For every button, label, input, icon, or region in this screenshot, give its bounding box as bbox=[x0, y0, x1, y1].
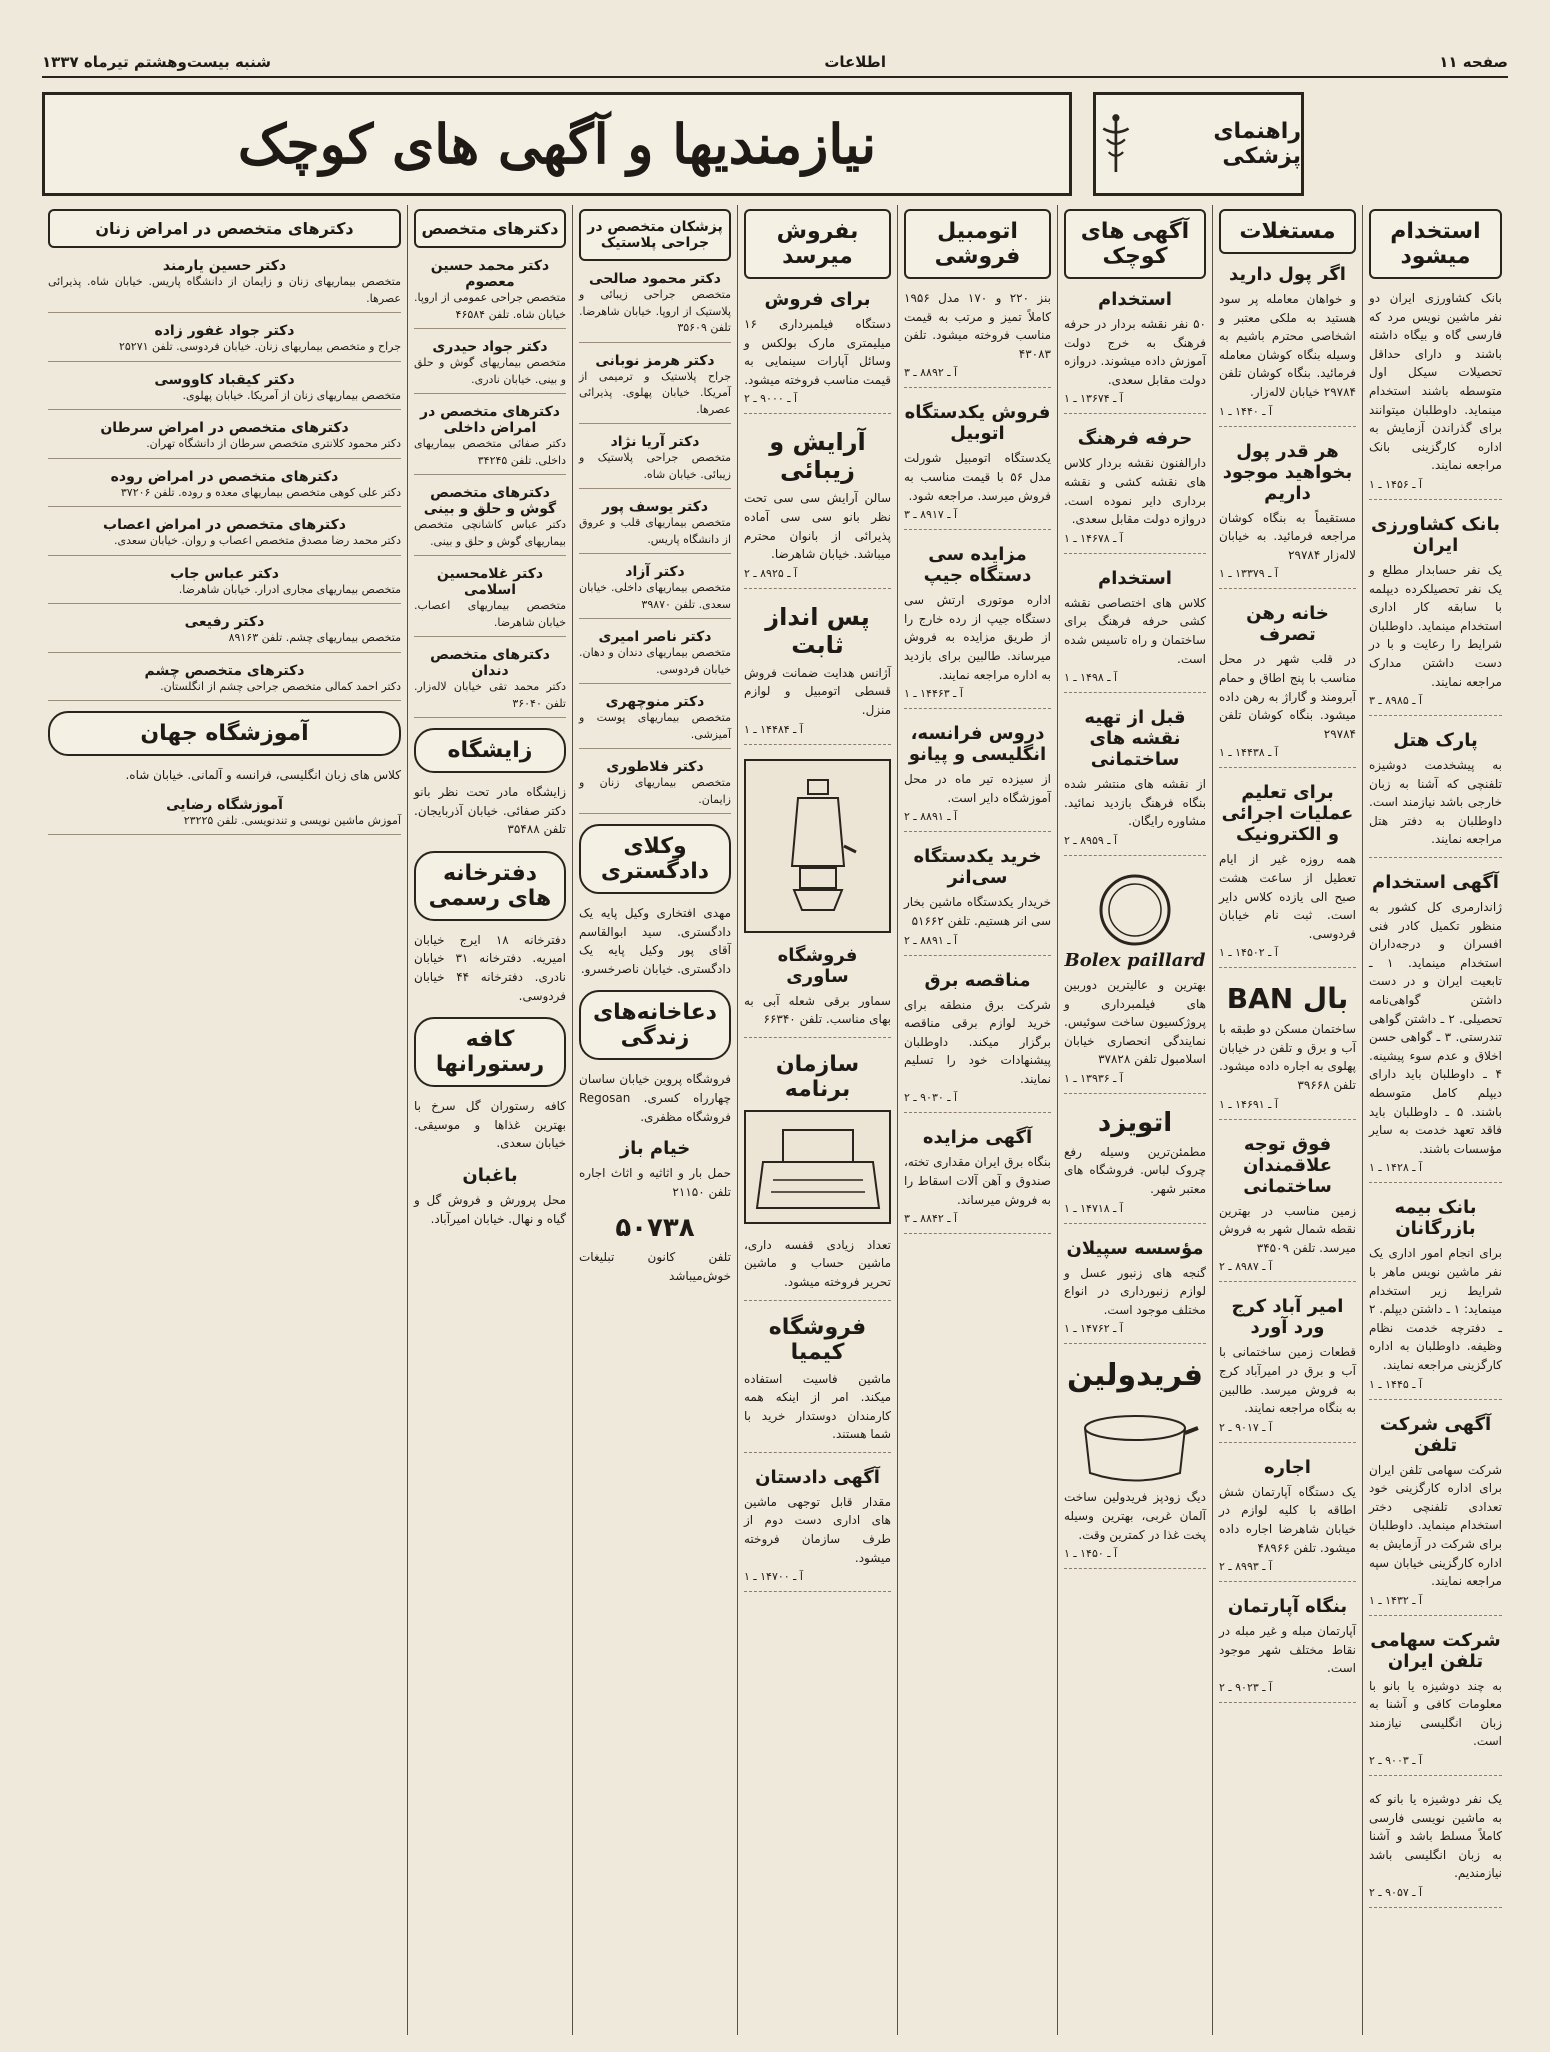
ad-title: آگهی شرکت تلفن bbox=[1379, 1413, 1492, 1456]
doctor-listing bbox=[48, 797, 401, 836]
ad-title: بانک بیمه بازرگانان bbox=[1394, 1197, 1477, 1240]
ad-item bbox=[904, 402, 1051, 530]
ad-code: آ ـ ۸۹۹۳ ـ ۲ bbox=[1219, 1560, 1273, 1574]
ad-body: دستگاه فیلمبرداری ۱۶ میلیمتری مارک بولکس و وسائل آپارات سینمایی به قیمت مناسب فروخته میشود. bbox=[744, 317, 891, 387]
ad-code: آ ـ ۸۹۸۵ ـ ۳ bbox=[1369, 694, 1423, 708]
ad-code: آ ـ ۱۴۷۶۲ ـ ۱ bbox=[1064, 1322, 1123, 1336]
doctor-listing bbox=[579, 499, 731, 554]
doctor-desc: دکتر محمد تقی خیابان لاله‌زار. تلفن ۳۶۰۴۰ bbox=[414, 680, 566, 710]
doctor-desc: متخصص بیماریهای زنان و زایمان. bbox=[579, 776, 731, 806]
ad-body: سماور برقی شعله آبی به بهای مناسب. تلفن ۶۶۳۴۰ bbox=[744, 993, 891, 1027]
ad-title: استخدام bbox=[1098, 289, 1172, 310]
ad-item bbox=[1369, 514, 1502, 716]
page-header bbox=[42, 48, 1508, 78]
ad-item bbox=[1064, 428, 1206, 553]
ad-body: خریدار یکدستگاه ماشین بخار سی انر هستیم. تلفن ۵۱۶۶۲ bbox=[904, 895, 1051, 928]
ad-title: امیر آباد کرج ورد آورد bbox=[1231, 1296, 1344, 1339]
ad-body: مطمئن‌ترین وسیله رفع چروک لباس. فروشگاه های معتبر شهر. bbox=[1064, 1144, 1206, 1197]
ad-body: بنگاه برق ایران مقداری تخته، صندوق و آهن آلات اسقاط را به فروش میرساند. bbox=[904, 1155, 1051, 1207]
section-header-restaurants: کافه رستورانها bbox=[414, 1017, 566, 1087]
doctor-name: دکترهای متخصص در امراض سرطان bbox=[100, 420, 349, 436]
doctor-name: دکتر یوسف پور bbox=[601, 499, 709, 515]
ad-item bbox=[744, 289, 891, 414]
doctor-name: دکتر آریا نژاد bbox=[610, 434, 700, 450]
ad-body: بهترین و عالیترین دوربین های فیلمبرداری و پروژکسیون ساخت سوئیس. نمایندگی انحصاری خیابان اسلامبول تلفن ۳۷۸۲۸ bbox=[1064, 977, 1206, 1067]
ad-item bbox=[1219, 1596, 1356, 1703]
category-header-employment: استخدام میشود bbox=[1369, 209, 1502, 279]
ad-code: آ ـ ۱۴۷۰۰ ـ ۱ bbox=[744, 1570, 803, 1584]
ad-code: آ ـ ۸۸۹۱ ـ ۲ bbox=[904, 810, 958, 824]
doctor-name: دکترهای متخصص چشم bbox=[144, 662, 305, 679]
ad-item bbox=[744, 759, 891, 1038]
classifieds-banner bbox=[42, 92, 1072, 196]
ad-body: همه روزه غیر از ایام تعطیل از ساعت هشت صبح الی یازده کلاس دایر است. ثبت نام خیابان فردوسی. bbox=[1219, 852, 1356, 941]
ad-code: آ ـ ۱۴۷۱۸ ـ ۱ bbox=[1064, 1201, 1123, 1215]
doctor-listing bbox=[579, 629, 731, 684]
ad-item bbox=[1219, 264, 1356, 427]
column-employment bbox=[1362, 205, 1508, 2035]
ad-title: فریدولین bbox=[1066, 1358, 1204, 1394]
medical-guide-title: راهنمای پزشکی bbox=[1213, 119, 1301, 169]
ad-body: یکدستگاه اتومبیل شورلت مدل ۵۶ با قیمت مناسب به فروش میرسد. مراجعه شود. bbox=[904, 451, 1051, 503]
ad-item bbox=[1369, 1790, 1502, 1908]
ad-item bbox=[904, 723, 1051, 832]
ad-body: مستقیماً به بنگاه کوشان مراجعه فرمائید. به خیابان لاله‌زار ۲۹۷۸۴ bbox=[1219, 510, 1356, 562]
ad-body: یک دستگاه آپارتمان شش اطاقه با کلیه لوازم در خیابان شاهرضا اجاره داده میشود. تلفن ۴۸۹۶۶ bbox=[1219, 1484, 1356, 1555]
ad-body: یک نفر دوشیزه یا بانو که به ماشین نویسی فارسی کاملاً مسلط باشد و آشنا به زبان انگلیسی باشد نیازمندیم. bbox=[1369, 1792, 1502, 1881]
category-header-specialists: دکترهای متخصص bbox=[414, 209, 566, 248]
category-header-plastic-surgeons: پزشکان متخصص در جراحی پلاستیک bbox=[579, 209, 731, 261]
column-specialist-doctors bbox=[407, 205, 572, 2035]
doctor-name: دکتر جواد غفور زاده bbox=[154, 323, 295, 339]
ad-item bbox=[744, 1052, 891, 1301]
ad-title: بال BAN bbox=[1226, 982, 1349, 1016]
doctor-desc: دکتر صفائی متخصص بیماریهای داخلی. تلفن ۳۴۲۴۵ bbox=[414, 437, 566, 467]
ad-title: سازمان برنامه bbox=[775, 1051, 860, 1102]
doctor-name: دکترهای متخصص گوش و حلق و بینی bbox=[423, 485, 557, 517]
ad-title: اتویزد bbox=[1097, 1107, 1173, 1138]
cash-register-icon bbox=[753, 1122, 883, 1212]
doctor-name: دکترهای متخصص در امراض داخلی bbox=[420, 404, 560, 436]
ad-code: آ ـ ۸۸۴۲ ـ ۳ bbox=[904, 1212, 958, 1226]
bolex-logo-icon bbox=[1095, 870, 1175, 950]
doctor-listing bbox=[414, 485, 566, 556]
ad-title: آرایش و زیبائی bbox=[769, 428, 866, 485]
cash-register-image bbox=[744, 1110, 891, 1224]
doctor-name: دکتر غلامحسین اسلامی bbox=[436, 566, 544, 598]
ad-code: آ ـ ۱۴۶۹۱ ـ ۱ bbox=[1219, 1097, 1278, 1111]
ad-title: آگهی استخدام bbox=[1372, 872, 1499, 894]
page-number: صفحه ۱۱ bbox=[1439, 53, 1508, 71]
ad-body: یک نفر حسابدار مطلع و یک نفر تحصیلکرده دیپلمه با سابقه کار اداری استخدام مینماید. داوطلبان شرایط را رعایت و با در دست داشتن مدارک مراجعه نمایند. bbox=[1369, 562, 1502, 689]
ad-item bbox=[1369, 1630, 1502, 1776]
ad-body: سالن آرایش سی سی تحت نظر بانو سی سی آماده پذیرائی از بانوان محترم میباشد. خیابان شاهرضا. bbox=[744, 491, 891, 562]
doctor-listing bbox=[414, 339, 566, 394]
doctor-desc: متخصص بیماریهای اعصاب. خیابان شاهرضا. bbox=[414, 599, 566, 629]
ad-title: آگهی مزایده bbox=[922, 1127, 1033, 1149]
ad-body: از سیزده تیر ماه در محل آموزشگاه دایر است. bbox=[904, 772, 1051, 805]
column-plastic-surgeons bbox=[572, 205, 737, 2035]
section-body: زایشگاه مادر تحت نظر بانو دکتر صفائی. خیابان آذربایجان. تلفن ۳۵۴۸۸ bbox=[414, 785, 566, 837]
doctor-listing bbox=[48, 614, 401, 653]
doctor-desc: دکتر محمود کلانتری متخصص سرطان از دانشگاه تهران. bbox=[146, 437, 401, 450]
ad-item bbox=[1369, 289, 1502, 500]
ad-item bbox=[1369, 1414, 1502, 1616]
ad-body: برای انجام امور اداری یک نفر ماشین نویس ماهر با شرایط زیر استخدام مینماید: ۱ ـ داشتن دیپلم. ۲ ـ دفترچه خدمت نظام وظیفه. داوطلبان به اداره کارگزینی مراجعه نمایند. bbox=[1368, 1246, 1502, 1372]
doctor-name: دکترهای متخصص در امراض روده bbox=[110, 468, 339, 485]
ad-title: برای تعلیم عملیات اجرائی و الکترونیک bbox=[1221, 782, 1354, 846]
doctor-desc: متخصص بیماریهای گوش و حلق و بینی. خیابان نادری. bbox=[414, 356, 566, 386]
ad-item bbox=[1064, 1358, 1206, 1569]
doctor-desc: متخصص بیماریهای مجاری ادرار. خیابان شاهرضا. bbox=[178, 582, 401, 596]
ad-item bbox=[1369, 1197, 1502, 1399]
ad-title: شرکت سهامی تلفن ایران bbox=[1370, 1629, 1501, 1672]
newspaper-name: اطلاعات bbox=[824, 53, 886, 71]
ad-title: پس انداز ثابت bbox=[765, 602, 870, 659]
doctor-name: دکتر عباس جاب bbox=[170, 565, 279, 582]
doctor-desc: متخصص جراحی زیبائی و پلاستیک از اروپا. خیابان شاهرضا. تلفن ۳۵۶۰۹ bbox=[579, 288, 731, 334]
ad-title: فروش یکدستگاه اتوبیل bbox=[904, 402, 1051, 445]
ad-code: آ ـ ۸۸۹۱ ـ ۲ bbox=[904, 933, 958, 947]
doctor-listing bbox=[579, 271, 731, 343]
doctor-name: دکتر آزاد bbox=[625, 564, 685, 580]
ad-code: آ ـ ۹۰۰۰ ـ ۲ bbox=[744, 392, 798, 406]
doctor-listing bbox=[48, 469, 401, 508]
ad-body: مقدار قابل توجهی ماشین های اداری دست دوم از طرف سازمان فروخته میشود. bbox=[744, 1494, 891, 1565]
ad-body: از نقشه های منتشر شده بنگاه فرهنگ بازدید نمائید. مشاوره رایگان. bbox=[1064, 777, 1206, 829]
ad-item bbox=[1369, 872, 1502, 1183]
category-header-real-estate: مستغلات bbox=[1219, 209, 1356, 254]
ad-body: آپارتمان مبله و غیر مبله در نقاط مختلف شهر موجود است. bbox=[1219, 1624, 1356, 1676]
doctor-listing bbox=[579, 353, 731, 425]
ad-title: فروشگاه کیمیا bbox=[768, 1314, 867, 1365]
doctor-desc: متخصص بیماریهای دندان و دهان. خیابان فردوسی. bbox=[579, 646, 731, 676]
ad-item bbox=[1219, 603, 1356, 768]
category-header-small-ads: آگهی های کوچک bbox=[1064, 209, 1206, 279]
section-header-notary: دفترخانه های رسمی bbox=[414, 851, 566, 921]
doctor-desc: جراح پلاستیک و ترمیمی از آمریکا. خیابان پهلوی. پذیرائی عصرها. bbox=[579, 369, 731, 416]
ad-item bbox=[1219, 782, 1356, 968]
ad-item bbox=[1219, 441, 1356, 590]
doctor-name: دکتر حسین یارمند bbox=[162, 258, 287, 274]
school-desc: کلاس های زبان انگلیسی، فرانسه و آلمانی. خیابان شاه. bbox=[125, 768, 401, 782]
doctor-listing bbox=[48, 566, 401, 605]
ad-item bbox=[1219, 1296, 1356, 1442]
ad-item bbox=[744, 1467, 891, 1592]
samovar-icon bbox=[778, 776, 858, 916]
doctor-name: دکتر ناصر امیری bbox=[598, 629, 712, 645]
doctor-listing bbox=[579, 759, 731, 814]
ad-title: مناقصه برق bbox=[924, 969, 1031, 991]
column-car-sales bbox=[897, 205, 1057, 2035]
section-header-lawyers: وکلای دادگستری bbox=[579, 824, 731, 894]
ad-body: زمین مناسب در بهترین نقطه شمال شهر به فروش میرسد. تلفن ۳۴۵۰۹ bbox=[1219, 1203, 1356, 1255]
section-body: حمل بار و اثاثیه و اثاث اجاره تلفن ۲۱۱۵۰ bbox=[579, 1166, 731, 1199]
doctor-desc: آموزش ماشین نویسی و تندنویسی. تلفن ۲۳۲۲۵ bbox=[183, 813, 401, 827]
ad-code: آ ـ ۹۰۲۳ ـ ۲ bbox=[1219, 1680, 1273, 1694]
doctor-desc: متخصص بیماریهای زنان از آمریکا. خیابان پهلوی. bbox=[182, 388, 401, 402]
doctor-name: دکتر فلاطوری bbox=[606, 759, 704, 775]
section-body: فروشگاه پروین خیابان ساسان چهارراه کسری. Regosan فروشگاه مظفری. bbox=[579, 1072, 731, 1124]
doctor-desc: متخصص بیماریهای پوست و آمیزشی. bbox=[579, 711, 731, 741]
doctor-listing bbox=[48, 517, 401, 556]
ad-body: ژاندارمری کل کشور به منظور تکمیل کادر فنی افسران و درجه‌داران استخدام مینماید. ۱ ـ تابعیت ایران و در دست داشتن گواهی‌نامه تحصیلی. ۲ ـ داشتن گواهی تندرستی. ۳ ـ گواهی حسن اخلاق و عدم سوء پیشینه. ۴ ـ داوطلبان باید دارای دیپلم کامل متوسطه باشند. ۵ ـ داوطلبان باید فاقد تعهد خدمت به سایر مؤسسات باشند. bbox=[1369, 900, 1502, 1156]
ad-title: خرید یکدستگاه سی‌انر bbox=[913, 846, 1042, 889]
doctor-desc: متخصص جراحی پلاستیک و زیبائی. خیابان شاه. bbox=[579, 451, 731, 481]
ad-item bbox=[1064, 289, 1206, 414]
doctor-listing bbox=[579, 694, 731, 749]
section-header-life-shops: دعاخانه‌های زندگی bbox=[579, 990, 731, 1060]
doctor-name: دکتر منوچهری bbox=[605, 694, 705, 710]
ad-item bbox=[744, 428, 891, 588]
doctor-listing bbox=[579, 434, 731, 489]
ad-code: آ ـ ۱۴۹۸ ـ ۱ bbox=[1064, 671, 1118, 685]
doctor-desc: جراح و متخصص بیماریهای زنان. خیابان فردوسی. تلفن ۲۵۲۷۱ bbox=[118, 340, 401, 353]
section-title: باغبان bbox=[462, 1164, 518, 1186]
ad-code: آ ـ ۱۴۴۵ ـ ۱ bbox=[1369, 1377, 1423, 1391]
doctor-desc: متخصص بیماریهای داخلی. خیابان سعدی. تلفن ۳۹۸۷۰ bbox=[579, 581, 731, 611]
ad-item bbox=[1369, 730, 1502, 858]
section-title: خیام باز bbox=[619, 1138, 691, 1160]
ad-code: آ ـ ۸۸۹۲ ـ ۳ bbox=[904, 366, 958, 380]
column-womens-doctors bbox=[42, 205, 407, 2035]
ad-body: در قلب شهر در محل مناسب با پنج اطاق و حمام آبرومند و گاراژ به رهن داده میشود. بنگاه کوشان تلفن ۲۹۷۸۴ bbox=[1219, 652, 1356, 741]
section-body: مهدی افتخاری وکیل پایه یک دادگستری. سید ابوالقاسم آقای پور وکیل پایه یک دادگستری. خیابان ناصرخسرو. bbox=[579, 906, 731, 976]
ad-title: بانک کشاورزی ایران bbox=[1371, 513, 1500, 556]
ad-code: آ ـ ۱۴۶۷۸ ـ ۱ bbox=[1064, 531, 1123, 545]
ad-title: اگر پول دارید bbox=[1229, 264, 1346, 285]
doctor-desc: متخصص بیماریهای چشم. تلفن ۸۹۱۶۳ bbox=[228, 631, 401, 644]
ad-body: ماشین فاسیت استفاده میکند. امر از اینکه همه کارمندان دوستدار خرید با شما هستند. bbox=[744, 1371, 891, 1442]
doctor-desc: متخصص بیماریهای زنان و زایمان از دانشگاه پاریس. خیابان شاه. پذیرائی عصرها. bbox=[48, 275, 401, 305]
medical-guide-box bbox=[1093, 92, 1304, 196]
doctor-listing bbox=[48, 323, 401, 362]
ad-item bbox=[1219, 1457, 1356, 1582]
ad-title: مؤسسه سپیلان bbox=[1066, 1237, 1204, 1259]
doctor-name: آموزشگاه رضایی bbox=[166, 796, 283, 813]
ad-item bbox=[1219, 982, 1356, 1119]
ad-body: بنز ۲۲۰ و ۱۷۰ مدل ۱۹۵۶ کاملاً تمیز و مرتب به قیمت مناسب فروخته میشود. تلفن ۴۳۰۸۳ bbox=[904, 291, 1051, 361]
ad-code: آ ـ ۱۴۳۲ ـ ۱ bbox=[1369, 1593, 1423, 1607]
ad-code: آ ـ ۱۴۵۰۲ ـ ۱ bbox=[1219, 946, 1278, 960]
ad-title: قبل از تهیه نقشه های ساختمانی bbox=[1084, 707, 1186, 771]
category-header-car-sales: اتومبیل فروشی bbox=[904, 209, 1051, 279]
column-real-estate bbox=[1212, 205, 1362, 2035]
ad-body: قطعات زمین ساختمانی با آب و برق در امیرآباد کرج به فروش میرسد. طالبین به بنگاه مراجعه نمایند. bbox=[1219, 1345, 1356, 1416]
ad-body: به پیشخدمت دوشیزه تلفنچی که آشنا به زبان خارجی باشد نیازمند است. داوطلبان به دفتر هتل مراجعه نمایند. bbox=[1369, 758, 1502, 847]
ad-code: آ ـ ۱۴۴۳۸ ـ ۱ bbox=[1219, 746, 1278, 760]
ad-item bbox=[904, 544, 1051, 709]
doctor-desc: دکتر علی کوهی متخصص بیماریهای معده و روده. تلفن ۳۷۲۰۶ bbox=[120, 485, 401, 499]
column-small-ads bbox=[1057, 205, 1212, 2035]
doctor-listing bbox=[48, 372, 401, 411]
category-header-womens-doctors: دکترهای متخصص در امراض زنان bbox=[48, 209, 401, 248]
doctor-name: دکتر محمود صالحی bbox=[589, 271, 721, 287]
ad-code: آ ـ ۹۰۳۰ ـ ۲ bbox=[904, 1091, 958, 1105]
ad-code: آ ـ ۱۴۲۸ ـ ۱ bbox=[1369, 1161, 1423, 1175]
ad-item bbox=[1064, 707, 1206, 856]
ad-title: بنگاه آپارتمان bbox=[1227, 1596, 1348, 1618]
doctor-name: دکتر محمد حسین معصوم bbox=[430, 258, 550, 290]
ad-body: ساختمان مسکن دو طبقه با آب و برق و تلفن در خیابان پهلوی به اجاره داده میشود. تلفن ۳۹۶۶۸ bbox=[1219, 1022, 1356, 1093]
banner-title: نیازمندیها و آگهی های کوچک bbox=[237, 112, 877, 176]
ad-title: خانه رهن تصرف bbox=[1246, 603, 1329, 646]
ad-body: کلاس های اختصاصی نقشه کشی حرفه فرهنگ برای ساختمان و راه تاسیس شده است. bbox=[1064, 595, 1206, 666]
ad-title: برای فروش bbox=[764, 289, 871, 310]
doctor-listing bbox=[579, 564, 731, 619]
ad-title: آگهی دادستان bbox=[755, 1466, 880, 1488]
ad-body: شرکت سهامی تلفن ایران برای اداره کارگزینی خود تعدادی تلفنچی دختر استخدام مینماید. داوطلبان برای شرکت در آزمایش به اداره کارگزینی خیابان سپه مراجعه نمایند. bbox=[1369, 1462, 1502, 1589]
ad-title: اجاره bbox=[1264, 1456, 1311, 1478]
ad-body: ۵۰ نفر نقشه بردار در حرفه فرهنگ به خرج دولت آموزش داده میشوند. دروازه دولت مقابل سعدی. bbox=[1064, 317, 1206, 387]
ad-code: آ ـ ۹۰۵۷ ـ ۲ bbox=[1369, 1886, 1423, 1900]
ad-body: شرکت برق منطقه برای خرید لوازم برقی مناقصه برگزار میکند. داوطلبان پیشنهادات خود را تسلیم نمایند. bbox=[904, 997, 1051, 1086]
ad-code: آ ـ ۹۰۰۳ ـ ۲ bbox=[1369, 1754, 1423, 1768]
ad-title: استخدام bbox=[1098, 567, 1172, 589]
doctor-name: دکتر کیقباد کاووسی bbox=[154, 371, 295, 388]
ad-code: آ ـ ۱۳۶۷۴ ـ ۱ bbox=[1064, 392, 1123, 406]
ad-title: مزایده سی دستگاه جیپ bbox=[923, 544, 1032, 587]
ad-code: آ ـ ۱۴۴۶۳ ـ ۱ bbox=[904, 687, 963, 701]
section-body: محل پرورش و فروش گل و گیاه و نهال. خیابان امیرآباد. bbox=[414, 1192, 566, 1226]
doctor-listing bbox=[414, 404, 566, 475]
issue-date: شنبه بیست‌وهشتم تیرماه ۱۳۳۷ bbox=[42, 53, 272, 71]
doctor-listing bbox=[414, 647, 566, 718]
section-body: تلفن کانون تبلیغات خوش‌میباشد bbox=[579, 1250, 731, 1283]
ad-item bbox=[904, 289, 1051, 388]
samovar-image bbox=[744, 759, 891, 933]
ad-item bbox=[744, 603, 891, 745]
ad-item bbox=[1064, 1238, 1206, 1345]
ad-item bbox=[1219, 1134, 1356, 1283]
school-header: آموزشگاه جهان bbox=[48, 711, 401, 756]
doctor-listing bbox=[48, 258, 401, 313]
ad-title: پارک هتل bbox=[1393, 730, 1478, 752]
ad-item bbox=[904, 970, 1051, 1114]
ad-body: گنجه های زنبور عسل و لوازم زنبورداری در انواع مختلف موجود است. bbox=[1064, 1265, 1206, 1317]
ad-item bbox=[1064, 568, 1206, 693]
category-header-for-sale: بفروش میرسد bbox=[744, 209, 891, 279]
ad-code: آ ـ ۱۴۵۰ ـ ۱ bbox=[1064, 1547, 1118, 1561]
ad-code: آ ـ ۸۹۸۷ ـ ۲ bbox=[1219, 1260, 1273, 1274]
ad-code: آ ـ ۱۴۴۰ ـ ۱ bbox=[1219, 404, 1273, 418]
ad-body: دیگ زودپز فریدولین ساخت آلمان غربی، بهترین وسیله پخت غذا در کمترین وقت. bbox=[1064, 1490, 1206, 1542]
ad-body: دارالفنون نقشه بردار کلاس های نقشه کشی و نقشه برداری دایر نموده است. دروازه دولت مقابل سعدی. bbox=[1064, 456, 1206, 527]
section-title: ۵۰۷۳۸ bbox=[615, 1213, 695, 1244]
ad-item bbox=[1064, 1108, 1206, 1224]
doctor-listing bbox=[414, 566, 566, 637]
ad-code: آ ـ ۸۹۵۹ ـ ۲ bbox=[1064, 833, 1118, 847]
ad-title: هر قدر پول بخواهید موجود داریم bbox=[1222, 440, 1353, 504]
ad-title: فروشگاه ساوری bbox=[777, 944, 858, 987]
doctor-name: دکترهای متخصص دندان bbox=[430, 647, 550, 679]
section-header-maternity: زایشگاه bbox=[414, 728, 566, 773]
ad-title: Bolex paillard bbox=[1064, 949, 1206, 971]
ad-body: بانک کشاورزی ایران دو نفر ماشین نویس مرد که فارسی گاه و بیگاه داشته باشند و دارای حداقل تحصیلات سیکل اول متوسطه باشند استخدام مینماید. داوطلبان میتوانند برای گذراندن آزمایش به اداره کارگزینی بانک مراجعه نمایند. bbox=[1369, 291, 1502, 473]
doctor-listing bbox=[48, 663, 401, 702]
ad-code: آ ـ ۸۹۲۵ ـ ۲ bbox=[744, 566, 798, 580]
doctor-desc: دکتر احمد کمالی متخصص جراحی چشم از انگلستان. bbox=[160, 679, 401, 693]
ad-body: اداره موتوری ارتش سی دستگاه جیپ از رده خارج را از طریق مزایده به فروش میرساند. طالبین برای بازدید به اداره مراجعه نمایند. bbox=[904, 593, 1051, 682]
ad-code: آ ـ ۱۳۳۷۹ ـ ۱ bbox=[1219, 567, 1278, 581]
caduceus-icon bbox=[1096, 109, 1136, 179]
column-for-sale bbox=[737, 205, 897, 2035]
doctor-name: دکترهای متخصص در امراض اعصاب bbox=[103, 517, 346, 533]
ad-body: آژانس هدایت ضمانت فروش قسطی اتومبیل و لوازم منزل. bbox=[744, 665, 891, 717]
ad-title: حرفه فرهنگ bbox=[1077, 428, 1193, 450]
doctor-desc: دکتر محمد رضا مصدق متخصص اعصاب و روان. خیابان سعدی. bbox=[114, 534, 401, 547]
ad-body: به چند دوشیزه یا بانو با معلومات کافی و آشنا به زبان انگلیسی نیازمند است. bbox=[1369, 1678, 1502, 1749]
ad-body: تعداد زیادی قفسه داری، ماشین حساب و ماشین تحریر فروخته میشود. bbox=[744, 1237, 891, 1289]
ad-code: آ ـ ۸۹۱۷ ـ ۳ bbox=[904, 508, 958, 522]
doctor-desc: متخصص بیماریهای قلب و عروق از دانشگاه پاریس. bbox=[579, 516, 731, 546]
ad-code: آ ـ ۱۳۹۳۶ ـ ۱ bbox=[1064, 1071, 1123, 1085]
doctor-name: دکتر رفیعی bbox=[184, 614, 265, 630]
ad-code: آ ـ ۹۰۱۷ ـ ۲ bbox=[1219, 1420, 1273, 1434]
doctor-listing bbox=[414, 258, 566, 329]
doctor-desc: دکتر عباس کاشانچی متخصص بیماریهای گوش و حلق و بینی. bbox=[414, 518, 566, 548]
ad-code: آ ـ ۱۴۵۶ ـ ۱ bbox=[1369, 477, 1423, 491]
ad-item bbox=[1064, 870, 1206, 1094]
ad-body: و خواهان معامله پر سود هستید به ملکی معتبر و اشخاصی محترم باشیم به وسیله بنگاه کوشان معامله فرمائید. بنگاه کوشان تلفن ۲۹۷۸۴ خیابان لاله‌زار. bbox=[1219, 292, 1356, 399]
section-body: دفترخانه ۱۸ ایرج خیابان امیریه. دفترخانه ۳۱ خیابان نادری. دفترخانه ۴۴ خیابان فردوسی. bbox=[414, 932, 566, 1003]
ad-title: فوق توجه علاقمندان ساختمانی bbox=[1242, 1133, 1333, 1197]
doctor-name: دکتر هرمز نوبانی bbox=[595, 352, 715, 369]
ad-item bbox=[904, 1127, 1051, 1234]
doctor-name: دکتر جواد حیدری bbox=[432, 339, 548, 355]
ad-code: آ ـ ۱۴۴۸۴ ـ ۱ bbox=[744, 722, 803, 736]
ad-item bbox=[904, 846, 1051, 955]
ad-item bbox=[744, 1315, 891, 1453]
ad-title: دروس فرانسه، انگلیسی و پیانو bbox=[908, 723, 1047, 766]
doctor-desc: متخصص جراحی عمومی از اروپا. خیابان شاه. تلفن ۴۶۵۸۴ bbox=[414, 291, 566, 321]
doctor-listing bbox=[48, 420, 401, 459]
pressure-cooker-icon bbox=[1070, 1398, 1200, 1488]
section-body: کافه رستوران گل سرخ با بهترین غذاها و موسیقی. خیابان سعدی. bbox=[414, 1099, 566, 1151]
